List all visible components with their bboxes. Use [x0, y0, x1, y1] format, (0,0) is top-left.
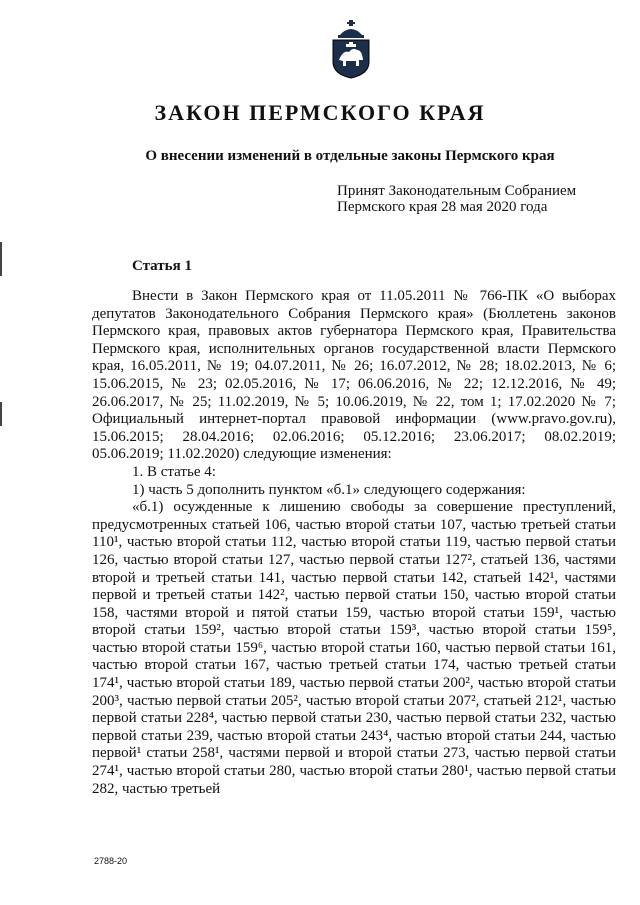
article-heading: Статья 1	[132, 258, 192, 274]
coat-of-arms-emblem	[329, 20, 373, 80]
paragraph: Внести в Закон Пермского края от 11.05.2011 № 766-ПК «О выборах депутатов Законодательного Собрания Пермского края» (Бюллетень законов Пермского края, правовых актов губернатора Пермского края, Правительства Пермского края, исполнительных органов государственной власти Пермского края, 16.05.2011, № 19; 04.07.2011, № 26; 16.07.2012, № 28; 18.02.2013, № 6; 15.06.2015, № 23; 02.05.2016, № 17; 06.06.2016, № 22; 12.12.2016, № 49; 26.06.2017, № 25; 11.02.2019, № 5; 10.06.2019, № 22, том 1; 17.02.2020 № 7; Официальный интернет-портал правовой информации (www.pravo.gov.ru), 15.06.2015; 28.04.2016; 02.06.2016; 05.12.2016; 23.06.2017; 08.02.2019; 05.06.2019; 11.02.2020) следующие изменения:	[92, 288, 616, 463]
adoption-line: Пермского края 28 мая 2020 года	[337, 199, 548, 215]
scan-edge-mark	[0, 402, 2, 426]
law-subtitle: О внесении изменений в отдельные законы Пермского края	[145, 148, 555, 164]
paragraph: 1. В статье 4:	[132, 463, 216, 480]
document-code: 2788-20	[94, 856, 128, 866]
law-title: ЗАКОН ПЕРМСКОГО КРАЯ	[154, 100, 486, 125]
article-body	[92, 288, 616, 798]
adoption-line: Принят Законодательным Собранием	[337, 183, 577, 199]
paragraph: «б.1) осужденные к лишению свободы за совершение преступлений, предусмотренных статьей 106, частью второй статьи 107, частью третьей статьи 110¹, частью второй статьи 112, частью второй статьи 119, частью первой статьи 126, частью второй статьи 127, частью первой статьи 127², статьей 136, частями второй и третьей статьи 141, частью первой статьи 142, статьей 142¹, частями первой и третьей статьи 142², частью первой статьи 150, частью второй статьи 158, частями второй и пятой статьи 159, частью второй статьи 159¹, частью второй статьи 159², частью второй статьи 159³, частью второй статьи 159⁵, частью второй статьи 159⁶, частью второй статьи 160, частью первой статьи 161, частью второй статьи 167, частью третьей статьи 174, частью третьей статьи 174¹, частью второй статьи 189, частью первой статьи 200², частью второй статьи 200³, частью первой статьи 205², частью второй статьи 207², статьей 212¹, частью первой статьи 228⁴, частью первой статьи 230, частью первой статьи 232, частью первой статьи 239, частью второй статьи 243⁴, частью второй статьи 244, частью первой¹ статьи 258¹, частями первой и второй статьи 273, частью первой статьи 274¹, частью второй статьи 280, частью второй статьи 280¹, частью первой статьи 282, частью третьей	[92, 499, 616, 797]
paragraph: 1) часть 5 дополнить пунктом «б.1» следующего содержания:	[132, 481, 526, 498]
scan-edge-mark	[0, 242, 2, 276]
adoption-note	[337, 183, 576, 215]
